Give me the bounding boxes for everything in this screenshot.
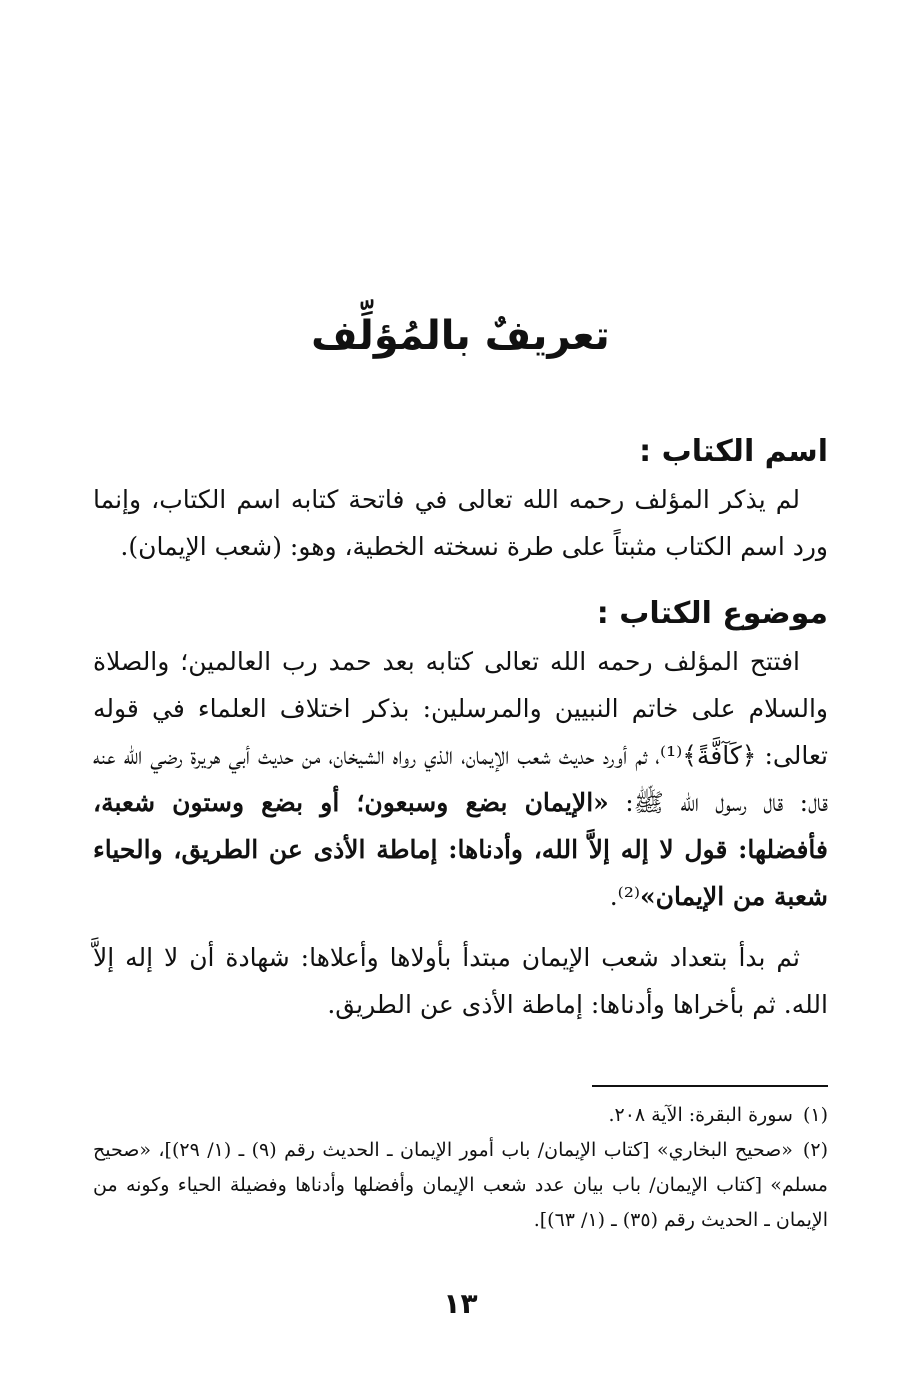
main-content <box>93 428 828 1028</box>
hadith-quote: «الإيمان بضع وسبعون؛ أو بضع وستون شعبة، فأفضلها: قول لا إله إلاَّ الله، وأدناها: إماطة الأذى عن الطريق، والحياء شعبة من الإيمان» <box>93 788 828 911</box>
paragraph-book-name: لم يذكر المؤلف رحمه الله تعالى في فاتحة كتابه اسم الكتاب، وإنما ورد اسم الكتاب مثبتاً على طرة نسخته الخطية، وهو: (شعب الإيمان). <box>93 485 828 561</box>
footnote-divider <box>592 1085 828 1087</box>
footnote-number: (١) <box>802 1104 828 1126</box>
section-heading-book-name: اسم الكتاب : <box>639 434 828 469</box>
page-title: تعريفٌ بالمُؤلِّف <box>311 313 610 359</box>
page-number: ١٣ <box>443 1287 478 1320</box>
footnote-2 <box>93 1133 828 1238</box>
paragraph-branches-order: ثم بدأ بتعداد شعب الإيمان مبتدأ بأولاها وأعلاها: شهادة أن لا إله إلاَّ الله. ثم بأخراها وأدناها: إماطة الأذى عن الطريق. <box>93 943 828 1019</box>
footnote-1 <box>93 1098 828 1133</box>
paragraph-book-subject <box>93 638 828 920</box>
footnote-text: سورة البقرة: الآية ٢٠٨. <box>608 1104 793 1126</box>
hadith-footnote-ref: ⁽²⁾. <box>609 882 640 911</box>
footnote-text: «صحيح البخاري» [كتاب الإيمان/ باب أمور الإيمان ـ الحديث رقم (٩) ـ (١/ ٢٩)]، «صحيح مسلم» [كتاب الإيمان/ باب بيان عدد شعب الإيمان وأفضلها وأدناها وفضيلة الحياء وكونه من الإيمان ـ الحديث رقم (٣٥) ـ (١/ ٦٣)]. <box>93 1139 828 1231</box>
footnotes <box>93 1098 828 1238</box>
footnote-number: (٢) <box>802 1139 828 1161</box>
paragraph-intro-text: افتتح المؤلف رحمه الله تعالى كتابه بعد حمد رب العالمين؛ والصلاة والسلام على خاتم النبيين والمرسلين: بذكر اختلاف العلماء في قوله تعالى: ﴿كَآفَّةً﴾⁽¹⁾، ثم أورد حديث شعب الإيمان، الذي رواه الشيخان، من حديث أبي هريرة رضي الله عنه قال: قال رسول الله ﷺ: <box>93 647 828 817</box>
section-heading-book-subject: موضوع الكتاب : <box>596 596 828 631</box>
